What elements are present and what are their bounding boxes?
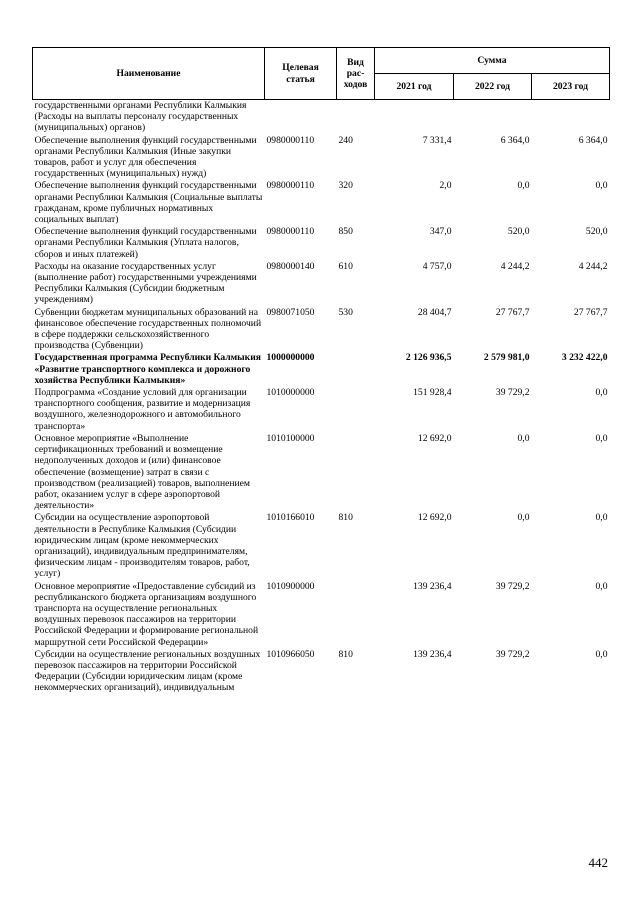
table-row <box>33 387 610 433</box>
row-value-2021: 4 757,0 <box>422 260 452 272</box>
row-value-2021: 2 126 936,5 <box>405 352 452 364</box>
row-value-2021 <box>375 100 454 135</box>
row-value-2022: 0,0 <box>517 432 530 444</box>
row-value-2023: 0,0 <box>595 180 608 192</box>
row-target-code: 0980000140 <box>266 260 315 272</box>
row-target-code: 0980000110 <box>266 226 315 238</box>
row-target-code: 0980000110 <box>266 134 315 146</box>
row-expense-kind: 610 <box>338 260 353 272</box>
row-value-2022: 39 729,2 <box>495 648 530 660</box>
row-name: Субсидии на осуществление аэропортовой деятельности в Республике Калмыкия (Субсидии юридическим лицам (кроме некоммерческих организаций), индивидуальным предпринимателям, физическим лицам - производителям товаров, работ, услуг) <box>34 512 250 580</box>
row-name: Обеспечение выполнения функций государственными органами Республики Калмыкия (Иные закупки товаров, работ и услуг для обеспечения государственных (муниципальных) нужд) <box>34 134 257 180</box>
row-name: Расходы на оказание государственных услуг (выполнение работ) государственными учреждениями Республики Калмыкия (Субсидии бюджетным учреждениям) <box>34 260 257 306</box>
row-expense-kind <box>337 581 375 649</box>
row-value-2022: 39 729,2 <box>495 580 530 592</box>
row-value-2021: 28 404,7 <box>417 306 452 318</box>
row-value-2021: 2,0 <box>439 180 452 192</box>
table-row <box>33 226 610 261</box>
row-value-2021: 347,0 <box>429 226 452 238</box>
row-value-2021: 12 692,0 <box>417 512 452 524</box>
row-value-2023: 0,0 <box>595 648 608 660</box>
row-name: Субсидии на осуществление региональных воздушных перевозок пассажиров на территории Российской Федерации (Субсидии юридическим лицам (кроме некоммерческих организаций), индивидуальным <box>34 648 261 694</box>
row-value-2022: 27 767,7 <box>495 306 530 318</box>
row-name: Обеспечение выполнения функций государственными органами Республики Калмыкия (Уплата налогов, сборов и иных платежей) <box>34 226 257 260</box>
row-target-code <box>265 100 337 135</box>
row-value-2022: 2 579 981,0 <box>483 352 530 364</box>
table-row <box>33 581 610 649</box>
row-expense-kind <box>337 100 375 135</box>
row-name: Подпрограмма «Создание условий для организации транспортного сообщения, развитие и модернизация воздушного, железнодорожного и автомобильного транспорта» <box>34 387 251 432</box>
row-value-2023: 0,0 <box>595 387 608 399</box>
row-target-code: 0980000110 <box>266 180 315 192</box>
row-value-2023: 6 364,0 <box>578 134 608 146</box>
row-value-2023: 0,0 <box>595 432 608 444</box>
table-row <box>33 100 610 135</box>
row-value-2023: 0,0 <box>595 512 608 524</box>
row-target-code: 1010900000 <box>266 580 315 592</box>
row-target-code: 1000000000 <box>266 352 315 364</box>
row-expense-kind: 530 <box>338 306 353 318</box>
header-kind: Вид рас-ходов <box>337 48 375 100</box>
row-value-2022: 0,0 <box>517 180 530 192</box>
row-value-2021: 139 236,4 <box>413 580 452 592</box>
row-value-2022: 0,0 <box>517 512 530 524</box>
row-target-code: 1010100000 <box>266 432 315 444</box>
row-name: Основное мероприятие «Предоставление субсидий из республиканского бюджета организациям воздушного транспорта на осуществление региональных воздушных перевозок пассажиров на территории Российской Федерации и формирование региональной маршрутной сети Российской Федерации» <box>34 580 259 648</box>
row-target-code: 1010966050 <box>266 648 315 660</box>
row-value-2022: 6 364,0 <box>500 134 530 146</box>
table-row <box>33 649 610 695</box>
header-target: Целевая статья <box>265 48 337 100</box>
row-expense-kind <box>337 352 375 387</box>
row-expense-kind <box>337 433 375 512</box>
row-value-2021: 7 331,4 <box>422 134 452 146</box>
row-expense-kind: 850 <box>338 226 353 238</box>
row-target-code: 0980071050 <box>266 306 315 318</box>
row-value-2022: 39 729,2 <box>495 387 530 399</box>
row-value-2023 <box>532 100 610 135</box>
row-value-2022: 520,0 <box>507 226 530 238</box>
row-value-2023: 3 232 422,0 <box>561 352 608 364</box>
row-value-2022: 4 244,2 <box>500 260 530 272</box>
row-expense-kind: 810 <box>338 648 353 660</box>
budget-table <box>32 47 610 695</box>
row-value-2023: 4 244,2 <box>578 260 608 272</box>
row-value-2022 <box>454 100 532 135</box>
row-name: Государственная программа Республики Калмыкия «Развитие транспортного комплекса и дорожного хозяйства Республики Калмыкия» <box>34 352 261 386</box>
header-2022: 2022 год <box>454 74 532 100</box>
table-row <box>33 512 610 580</box>
header-2021: 2021 год <box>375 74 454 100</box>
table-row <box>33 261 610 307</box>
row-value-2023: 0,0 <box>595 580 608 592</box>
page-number: 442 <box>588 855 608 870</box>
table-row <box>33 180 610 226</box>
row-value-2023: 520,0 <box>585 226 608 238</box>
row-value-2023: 27 767,7 <box>573 306 608 318</box>
table-row <box>33 307 610 353</box>
row-value-2021: 139 236,4 <box>413 648 452 660</box>
row-expense-kind: 320 <box>338 180 353 192</box>
row-value-2021: 151 928,4 <box>413 387 452 399</box>
row-name: Субвенции бюджетам муниципальных образований на финансовое обеспечение государственных полномочий в сфере поддержки сельскохозяйственного производства (Субвенции) <box>34 306 262 352</box>
row-name: Основное мероприятие «Выполнение сертификационных требований и возмещение недополученных доходов и (или) финансовое обеспечение (возмещение) затрат в связи с производством (реализацией) товаров, выполнением работ, оказанием услуг в сфере аэропортовой деятельности» <box>34 432 250 512</box>
header-name: Наименование <box>33 48 265 100</box>
row-expense-kind: 810 <box>338 512 353 524</box>
row-expense-kind: 240 <box>338 134 353 146</box>
table-row <box>33 135 610 181</box>
header-sum: Сумма <box>375 48 610 74</box>
table-row <box>33 352 610 387</box>
row-target-code: 1010166010 <box>266 512 315 524</box>
row-value-2021: 12 692,0 <box>417 432 452 444</box>
row-name: Обеспечение выполнения функций государственными органами Республики Калмыкия (Социальные выплаты гражданам, кроме публичных нормативных социальных выплат) <box>34 180 263 226</box>
table-body <box>33 100 610 695</box>
table-row <box>33 433 610 512</box>
row-name: государственными органами Республики Калмыкия (Расходы на выплаты персоналу государственных (муниципальных) органов) <box>34 100 247 134</box>
header-2023: 2023 год <box>532 74 610 100</box>
table-header <box>33 48 610 100</box>
row-expense-kind <box>337 387 375 433</box>
row-target-code: 1010000000 <box>266 387 315 399</box>
